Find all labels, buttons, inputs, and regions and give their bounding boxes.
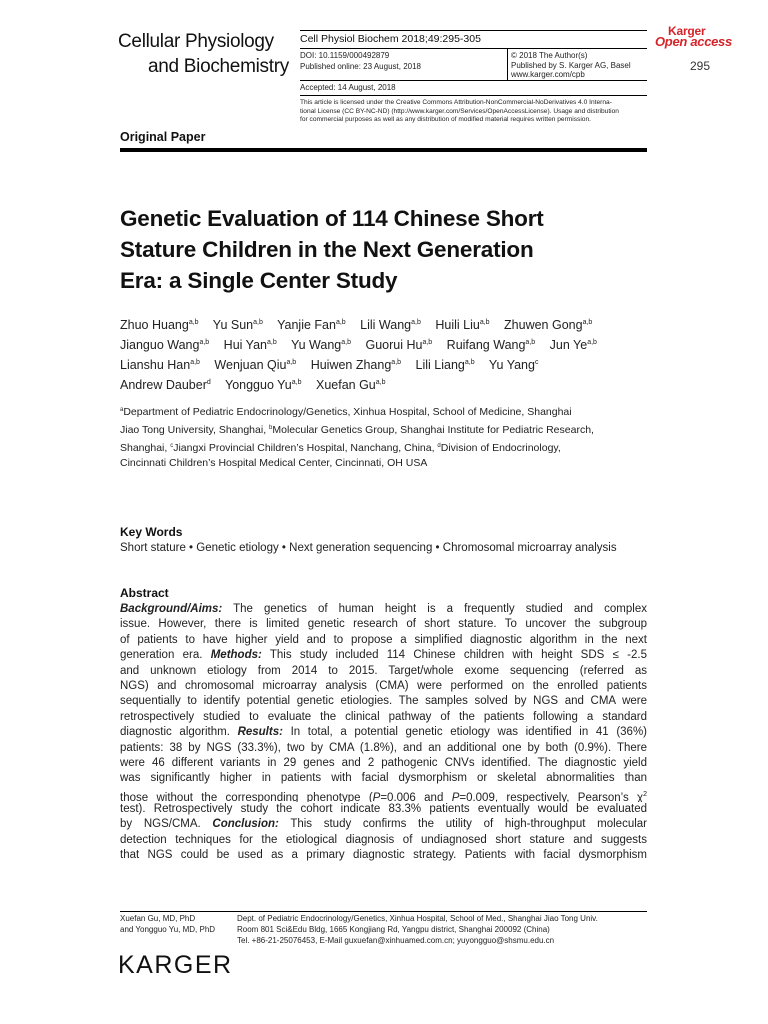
abstract-text bbox=[120, 602, 647, 864]
affiliation-line: Jiao Tong University, Shanghai, $^b$Molecular Genetics Group, Shanghai Institute for Pediatric Research, bbox=[120, 423, 594, 436]
affiliations bbox=[120, 403, 650, 472]
author: Yu Wang$^{a,b}$ bbox=[290, 338, 351, 352]
journal-name-line2: and Biochemistry bbox=[148, 56, 289, 77]
author: Zhuo Huang$^{a,b}$ bbox=[120, 318, 199, 332]
keywords-text: Short stature • Genetic etiology • Next generation sequencing • Chromosomal microarray analysis bbox=[120, 542, 617, 554]
author-list bbox=[120, 314, 660, 394]
open-access-brand: Open access bbox=[655, 34, 732, 49]
section-rule bbox=[120, 148, 647, 152]
accepted-date: Accepted: 14 August, 2018 bbox=[300, 83, 396, 92]
section-label: Original Paper bbox=[120, 130, 206, 144]
contact-line[interactable]: Tel. +86-21-25076453, E-Mail guxuefan@xinhuamed.com.cn; yuyongguo@shsmu.edu.cn bbox=[237, 936, 555, 945]
abstract-line: retrospectively studied to evaluate the clinical pathway of the patients following a standard bbox=[120, 710, 647, 723]
header-rule-mid bbox=[300, 48, 647, 49]
journal-name-line1: Cellular Physiology bbox=[118, 31, 274, 52]
title-line: Era: a Single Center Study bbox=[120, 268, 398, 293]
abstract-line: and unknown etiology from 2014 to 2015. Target/whole exome sequencing (referred as bbox=[120, 664, 647, 677]
author: Guorui Hu$^{a,b}$ bbox=[365, 338, 433, 352]
author-row bbox=[120, 374, 660, 394]
corresponding-author: Xuefan Gu, MD, PhD bbox=[120, 914, 196, 923]
address-line: Dept. of Pediatric Endocrinology/Genetics, Xinhua Hospital, School of Med., Shanghai Jiao Tong Univ. bbox=[237, 914, 598, 923]
abstract-line: issue. However, there is limited genetic research of short stature. To uncover the subgroup bbox=[120, 618, 647, 631]
abstract-line: that NGS could be used as a primary diagnostic strategy. Patients with facial dysmorphism bbox=[120, 849, 647, 862]
affiliation-line: Shanghai, $^c$Jiangxi Provincial Children’s Hospital, Nanchang, China, $^d$Division of Endocrinology, bbox=[120, 441, 561, 454]
author: Lianshu Han$^{a,b}$ bbox=[120, 358, 200, 372]
abstract-line: patients: 38 by NGS (33.3%), two by CMA (1.8%), and an additional one by both (0.9%). There bbox=[120, 741, 647, 754]
affiliation-line: Cincinnati Children’s Hospital Medical Center, Cincinnati, OH USA bbox=[120, 457, 428, 470]
abstract-line: were 46 different variants in 29 genes and 2 pathogenic CNVs identified. The diagnostic yield bbox=[120, 756, 647, 769]
karger-brand: Karger bbox=[668, 24, 706, 38]
doi[interactable]: DOI: 10.1159/000492879 bbox=[300, 51, 390, 60]
title-line: Stature Children in the Next Generation bbox=[120, 237, 534, 262]
author: Hui Yan$^{a,b}$ bbox=[223, 338, 277, 352]
abstract-line: diagnostic algorithm. Results: In total, a potential genetic etiology was identified in 41 (36%) bbox=[120, 726, 647, 739]
abstract-line: of patients to have higher yield and to propose a simplified diagnostic algorithm in the next bbox=[120, 633, 647, 646]
copyright-line2: Published by S. Karger AG, Basel bbox=[511, 61, 631, 70]
header-rule-top bbox=[300, 30, 647, 31]
license-line3: for commercial purposes as well as any distribution of modified material requires written permission. bbox=[300, 116, 591, 123]
affiliation-line: $^a$Department of Pediatric Endocrinology/Genetics, Xinhua Hospital, School of Medicine, Shanghai bbox=[120, 406, 572, 418]
header-rule-accepted-top bbox=[300, 80, 647, 81]
author: Zhuwen Gong$^{a,b}$ bbox=[504, 318, 593, 332]
journal-url[interactable]: www.karger.com/cpb bbox=[511, 70, 585, 79]
header-rule-vertical bbox=[507, 48, 508, 80]
author: Huiwen Zhang$^{a,b}$ bbox=[310, 358, 402, 372]
karger-logo: KARGER bbox=[118, 951, 233, 979]
abstract-line: NGS) and chromosomal microarray analysis (CMA) were performed on the enrolled patients bbox=[120, 679, 647, 692]
author: Yongguo Yu$^{a,b}$ bbox=[225, 378, 302, 392]
author: Ruifang Wang$^{a,b}$ bbox=[446, 338, 536, 352]
keywords-heading: Key Words bbox=[120, 525, 183, 539]
license-line1: This article is licensed under the Creative Commons Attribution-NonCommercial-NoDerivatives 4.0 Interna- bbox=[300, 99, 612, 106]
author-row bbox=[120, 314, 660, 334]
published-date: Published online: 23 August, 2018 bbox=[300, 62, 421, 71]
abstract-line: was significantly higher in patients with facial dysmorphism or skeletal abnormalities than bbox=[120, 772, 647, 785]
author: Xuefan Gu$^{a,b}$ bbox=[315, 378, 386, 392]
author-row bbox=[120, 354, 660, 374]
license-line2: tional License (CC BY-NC-ND) (http://www.karger.com/Services/OpenAccessLicense). Usage and distribution bbox=[300, 107, 619, 115]
abstract-line: sequentially to identify potential genetic etiologies. The samples solved by NGS and CMA were bbox=[120, 695, 647, 708]
article-title bbox=[120, 203, 660, 296]
corresponding-authors bbox=[120, 913, 215, 935]
author: Lili Liang$^{a,b}$ bbox=[415, 358, 475, 372]
header-rule-accepted-bottom bbox=[300, 95, 647, 96]
author: Yanjie Fan$^{a,b}$ bbox=[277, 318, 346, 332]
author: Huili Liu$^{a,b}$ bbox=[435, 318, 490, 332]
abstract-line: detection techniques for the etiological diagnosis of undiagnosed short stature and suggests bbox=[120, 833, 647, 846]
abstract-heading: Abstract bbox=[120, 586, 169, 600]
footer-rule bbox=[120, 911, 647, 912]
author-row bbox=[120, 334, 660, 354]
author: Lili Wang$^{a,b}$ bbox=[360, 318, 421, 332]
corresponding-author: and Yongguo Yu, MD, PhD bbox=[120, 925, 216, 934]
author: Yu Yang$^c$ bbox=[488, 358, 539, 372]
abstract-line: by NGS/CMA. Conclusion: This study confirms the utility of high-throughput molecular bbox=[120, 818, 647, 831]
abstract-line: generation era. Methods: This study included 114 Chinese children with height SDS ≤ -2.5 bbox=[120, 649, 647, 662]
title-line: Genetic Evaluation of 114 Chinese Short bbox=[120, 206, 544, 231]
citation: Cell Physiol Biochem 2018;49:295-305 bbox=[300, 33, 481, 45]
abstract-line: those without the corresponding phenotype (P=0.006 and P=0.009, respectively, Pearson’s $\chi^2$ bbox=[120, 790, 647, 803]
address-line: Room 801 Sci&Edu Bldg, 1665 Kongjiang Rd, Yangpu district, Shanghai 200092 (China) bbox=[237, 925, 550, 934]
correspondence-address bbox=[237, 913, 598, 946]
author: Yu Sun$^{a,b}$ bbox=[212, 318, 263, 332]
copyright-line1: © 2018 The Author(s) bbox=[511, 51, 588, 60]
abstract-line: test). Retrospectively study the cohort indicate 83.3% patients eventually would be evaluated bbox=[120, 803, 647, 816]
abstract-line: Background/Aims: The genetics of human height is a frequently studied and complex bbox=[120, 603, 647, 615]
page-number: 295 bbox=[690, 59, 711, 73]
author: Andrew Dauber$^d$ bbox=[120, 378, 211, 392]
author: Wenjuan Qiu$^{a,b}$ bbox=[214, 358, 297, 372]
author: Jun Ye$^{a,b}$ bbox=[549, 338, 597, 352]
author: Jianguo Wang$^{a,b}$ bbox=[120, 338, 210, 352]
